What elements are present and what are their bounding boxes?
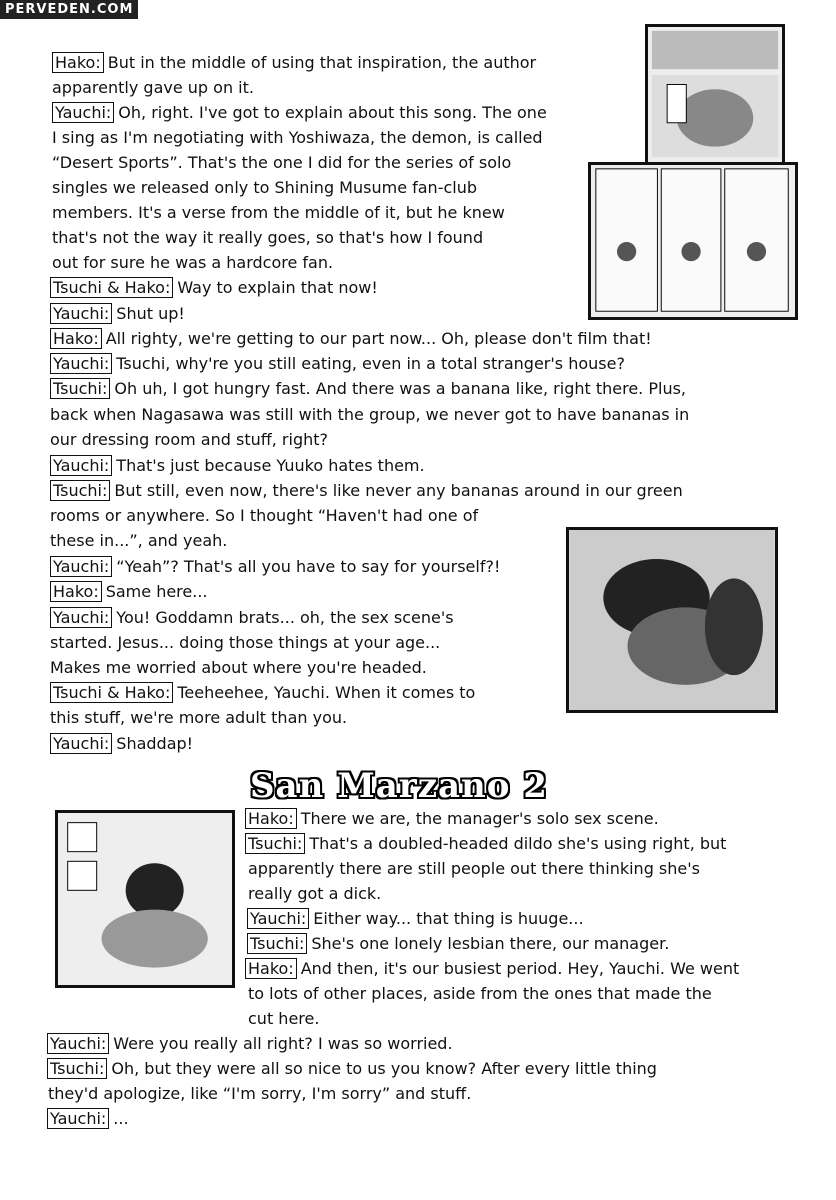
speaker-label: Tsuchi: <box>50 480 110 501</box>
dialogue-line <box>50 404 689 426</box>
speaker-label: Yauchi: <box>50 303 112 324</box>
dialogue-line <box>50 581 208 603</box>
dialogue-line <box>248 883 381 905</box>
dialogue-text: singles we released only to Shining Musume fan-club <box>52 178 478 197</box>
dialogue-line <box>50 429 328 451</box>
dialogue-text: Shut up! <box>116 304 185 323</box>
speaker-label: Hako: <box>245 958 297 979</box>
speaker-label: Yauchi: <box>50 607 112 628</box>
dialogue-text: apparently gave up on it. <box>52 78 254 97</box>
dialogue-text: this stuff, we're more adult than you. <box>50 708 348 727</box>
dialogue-text: cut here. <box>248 1009 320 1028</box>
speaker-label: Tsuchi: <box>50 378 110 399</box>
dialogue-text: Oh, but they were all so nice to us you know? After every little thing <box>111 1059 657 1078</box>
dialogue-line <box>47 1108 129 1130</box>
dialogue-text: Same here... <box>105 582 208 601</box>
dialogue-line <box>50 328 652 350</box>
dialogue-text: Shaddap! <box>116 734 194 753</box>
dialogue-line <box>50 733 193 755</box>
dialogue-text: You! Goddamn brats... oh, the sex scene's <box>116 608 454 627</box>
dialogue-line <box>50 707 347 729</box>
dialogue-line <box>50 657 427 679</box>
dialogue-line <box>52 52 536 74</box>
speaker-label: Yauchi: <box>47 1108 109 1129</box>
dialogue-line <box>50 480 683 502</box>
manga-panel-2 <box>588 162 798 320</box>
dialogue-text: Oh uh, I got hungry fast. And there was a banana like, right there. Plus, <box>114 379 687 398</box>
dialogue-line <box>50 303 185 325</box>
dialogue-line <box>47 1058 657 1080</box>
dialogue-text: really got a dick. <box>248 884 382 903</box>
speaker-label: Hako: <box>50 328 102 349</box>
dialogue-text: apparently there are still people out there thinking she's <box>248 859 700 878</box>
dialogue-line <box>247 908 584 930</box>
dialogue-line <box>248 1008 319 1030</box>
speaker-label: Yauchi: <box>50 353 112 374</box>
dialogue-line <box>52 177 477 199</box>
dialogue-text: Oh, right. I've got to explain about this song. The one <box>118 103 547 122</box>
dialogue-line <box>52 127 543 149</box>
dialogue-text: started. Jesus... doing those things at your age... <box>50 633 441 652</box>
manga-panel-3 <box>566 527 778 713</box>
speaker-label: Tsuchi: <box>47 1058 107 1079</box>
dialogue-text: Were you really all right? I was so worried. <box>113 1034 453 1053</box>
dialogue-line <box>247 933 669 955</box>
dialogue-text: rooms or anywhere. So I thought “Haven't had one of <box>50 506 479 525</box>
dialogue-line <box>50 682 475 704</box>
speaker-label: Hako: <box>245 808 297 829</box>
site-watermark: PERVEDEN.COM <box>0 0 138 19</box>
dialogue-text: members. It's a verse from the middle of it, but he knew <box>52 203 505 222</box>
dialogue-text: out for sure he was a hardcore fan. <box>52 253 334 272</box>
dialogue-text: “Yeah”? That's all you have to say for yourself?! <box>116 557 501 576</box>
dialogue-text: these in...”, and yeah. <box>50 531 228 550</box>
dialogue-line <box>50 632 440 654</box>
dialogue-text: Teeheehee, Yauchi. When it comes to <box>177 683 476 702</box>
speaker-label: Yauchi: <box>50 455 112 476</box>
dialogue-text: Tsuchi, why're you still eating, even in a total stranger's house? <box>116 354 625 373</box>
speaker-label: Tsuchi: <box>247 933 307 954</box>
dialogue-line <box>248 983 712 1005</box>
dialogue-line <box>50 505 478 527</box>
dialogue-line <box>50 353 625 375</box>
dialogue-line <box>248 858 700 880</box>
speaker-label: Yauchi: <box>50 733 112 754</box>
dialogue-line <box>245 958 739 980</box>
dialogue-line <box>245 833 726 855</box>
dialogue-line <box>50 277 378 299</box>
dialogue-text: Way to explain that now! <box>177 278 378 297</box>
dialogue-text: But in the middle of using that inspiration, the author <box>107 53 537 72</box>
manga-panel-4 <box>55 810 235 988</box>
dialogue-text: our dressing room and stuff, right? <box>50 430 329 449</box>
dialogue-line <box>48 1083 471 1105</box>
dialogue-line <box>50 378 686 400</box>
dialogue-line <box>245 808 659 830</box>
dialogue-line <box>52 152 511 174</box>
speaker-label: Tsuchi: <box>245 833 305 854</box>
dialogue-text: that's not the way it really goes, so that's how I found <box>52 228 484 247</box>
manga-panel-1 <box>645 24 785 166</box>
speaker-label: Yauchi: <box>52 102 114 123</box>
speaker-label: Hako: <box>50 581 102 602</box>
dialogue-line <box>50 455 425 477</box>
dialogue-line <box>52 202 505 224</box>
dialogue-text: That's a doubled-headed dildo she's using right, but <box>309 834 727 853</box>
dialogue-text: Makes me worried about where you're headed. <box>50 658 427 677</box>
speaker-label: Tsuchi & Hako: <box>50 682 173 703</box>
dialogue-text: All righty, we're getting to our part now... Oh, please don't film that! <box>105 329 652 348</box>
speaker-label: Hako: <box>52 52 104 73</box>
dialogue-line <box>50 530 227 552</box>
dialogue-text: I sing as I'm negotiating with Yoshiwaza, the demon, is called <box>52 128 543 147</box>
dialogue-line <box>52 252 333 274</box>
dialogue-line <box>47 1033 453 1055</box>
dialogue-text: That's just because Yuuko hates them. <box>116 456 425 475</box>
dialogue-text: But still, even now, there's like never any bananas around in our green <box>114 481 683 500</box>
dialogue-text: back when Nagasawa was still with the group, we never got to have bananas in <box>50 405 690 424</box>
dialogue-line <box>50 556 500 578</box>
dialogue-text: Either way... that thing is huuge... <box>313 909 584 928</box>
speaker-label: Tsuchi & Hako: <box>50 277 173 298</box>
dialogue-text: There we are, the manager's solo sex scene. <box>300 809 659 828</box>
speaker-label: Yauchi: <box>247 908 309 929</box>
dialogue-text: they'd apologize, like “I'm sorry, I'm sorry” and stuff. <box>48 1084 472 1103</box>
dialogue-text: “Desert Sports”. That's the one I did for the series of solo <box>52 153 512 172</box>
dialogue-line <box>50 607 454 629</box>
dialogue-text: ... <box>113 1109 129 1128</box>
dialogue-line <box>52 227 483 249</box>
dialogue-text: to lots of other places, aside from the ones that made the <box>248 984 712 1003</box>
dialogue-line <box>52 77 254 99</box>
section-title: San Marzano 2 <box>250 766 548 806</box>
dialogue-text: And then, it's our busiest period. Hey, Yauchi. We went <box>300 959 740 978</box>
speaker-label: Yauchi: <box>50 556 112 577</box>
dialogue-text: She's one lonely lesbian there, our manager. <box>311 934 670 953</box>
speaker-label: Yauchi: <box>47 1033 109 1054</box>
dialogue-line <box>52 102 547 124</box>
